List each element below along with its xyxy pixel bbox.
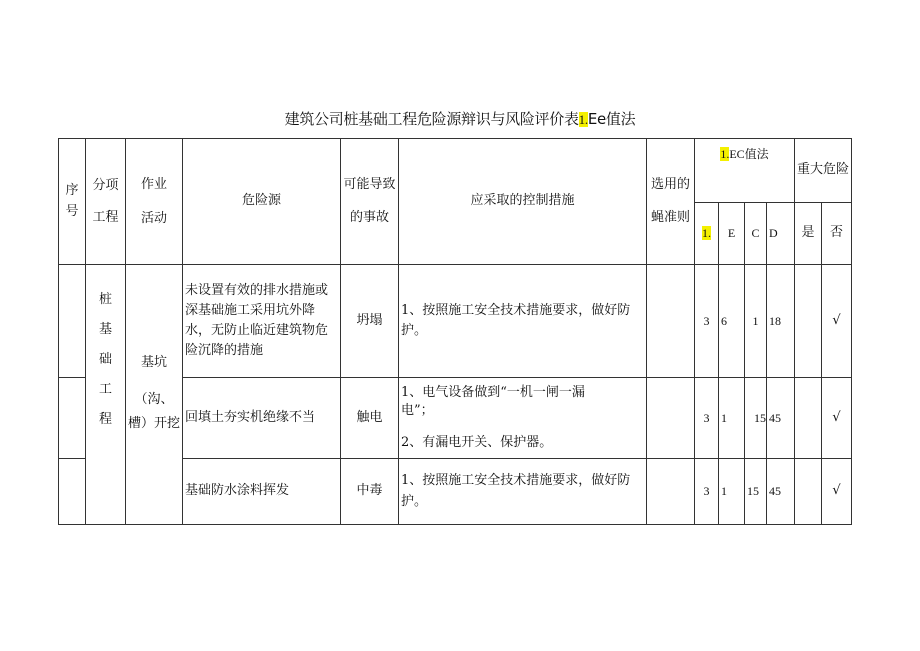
header-control: 应采取的控制措施 <box>399 139 647 265</box>
criteria-cell <box>647 265 695 378</box>
seq-cell <box>59 459 86 525</box>
accident-cell: 坍塌 <box>341 265 399 378</box>
header-d: D <box>767 203 795 265</box>
c-value: 1 <box>745 265 767 378</box>
hazard-cell: 回填土夯实机绝缘不当 <box>183 378 341 459</box>
header-yes: 是 <box>795 203 822 265</box>
d-value: 45 <box>767 378 795 459</box>
header-accident: 可能导致 的事故 <box>341 139 399 265</box>
table-row <box>59 265 852 378</box>
header-criteria: 选用的 蝇准则 <box>647 139 695 265</box>
c-value: 15 <box>745 459 767 525</box>
header-major: 重大危险 <box>795 139 852 203</box>
title-main: 建筑公司桩基础工程危险源辩识与风险评价表 <box>284 110 579 128</box>
header-c: C <box>745 203 767 265</box>
sub-item-name: 桩 基 础 工 程 <box>86 265 126 525</box>
hazard-cell: 基础防水涂料挥发 <box>183 459 341 525</box>
header-no: 否 <box>822 203 852 265</box>
control-cell: 1、按照施工安全技术措施要求，做好防护。 <box>399 459 647 525</box>
header-l: 1. <box>695 203 719 265</box>
risk-table <box>58 138 852 525</box>
header-seq: 序 号 <box>59 139 86 265</box>
page-title <box>0 108 920 129</box>
criteria-cell <box>647 459 695 525</box>
header-e: E <box>719 203 745 265</box>
header-sub-item: 分项 工程 <box>86 139 126 265</box>
d-value: 45 <box>767 459 795 525</box>
title-highlight: 1. <box>578 112 588 127</box>
no-cell: √ <box>822 459 852 525</box>
header-hazard: 危险源 <box>183 139 341 265</box>
l-value: 3 <box>695 378 719 459</box>
no-cell: √ <box>822 378 852 459</box>
yes-cell <box>795 265 822 378</box>
e-value: 6 <box>719 265 745 378</box>
l-value: 3 <box>695 459 719 525</box>
criteria-cell <box>647 378 695 459</box>
accident-cell: 触电 <box>341 378 399 459</box>
d-value: 18 <box>767 265 795 378</box>
hazard-cell: 未设置有效的排水措施或深基础施工采用坑外降水，无防止临近建筑物危险沉降的措施 <box>183 265 341 378</box>
activity-name: 基坑 （沟、 槽）开挖 <box>126 265 183 525</box>
seq-cell <box>59 265 86 378</box>
accident-cell: 中毒 <box>341 459 399 525</box>
control-cell: 1、电气设备做到“一机一闸一漏电”； 2、有漏电开关、保护器。 <box>399 378 647 459</box>
yes-cell <box>795 378 822 459</box>
c-value: 15 <box>745 378 767 459</box>
no-cell: √ <box>822 265 852 378</box>
e-value: 1 <box>719 459 745 525</box>
header-activity: 作业 活动 <box>126 139 183 265</box>
control-cell: 1、按照施工安全技术措施要求，做好防护。 <box>399 265 647 378</box>
l-value: 3 <box>695 265 719 378</box>
yes-cell <box>795 459 822 525</box>
title-suffix: Ee值法 <box>587 110 636 128</box>
e-value: 1 <box>719 378 745 459</box>
seq-cell <box>59 378 86 459</box>
header-lec: 1.EC值法 <box>695 139 795 203</box>
